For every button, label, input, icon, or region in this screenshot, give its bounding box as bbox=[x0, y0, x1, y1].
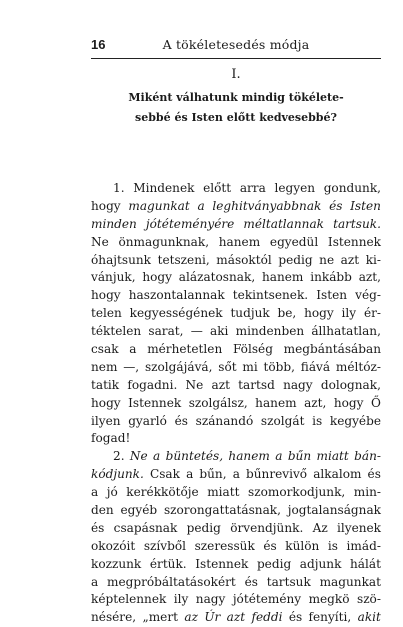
text-word: a bbox=[91, 574, 99, 589]
text-word: tatik bbox=[91, 377, 120, 392]
text-word: megkö bbox=[308, 592, 350, 607]
text-word: kerékkötője bbox=[126, 485, 199, 500]
text-word: azt bbox=[211, 377, 230, 392]
text-line bbox=[91, 609, 381, 627]
text-word: a bbox=[153, 449, 161, 464]
text-word: azt bbox=[226, 610, 246, 625]
text-word: a bbox=[91, 485, 99, 500]
text-line bbox=[91, 574, 381, 592]
text-word: szolgát bbox=[260, 413, 305, 428]
text-word: tekintsenek. bbox=[232, 288, 309, 303]
text-word: — bbox=[190, 324, 203, 339]
text-word: és bbox=[329, 198, 343, 213]
text-word: és bbox=[288, 610, 303, 625]
text-word: az bbox=[184, 610, 198, 625]
text-word: önmagunknak, bbox=[118, 234, 210, 249]
text-line bbox=[91, 484, 381, 502]
text-word: szeressük bbox=[194, 538, 255, 553]
text-word: tudjuk bbox=[230, 306, 270, 321]
text-line bbox=[91, 413, 381, 431]
text-word: szánandó bbox=[195, 413, 254, 428]
text-word: szomorkodjunk, bbox=[248, 485, 346, 500]
text-word: szö- bbox=[356, 592, 381, 607]
text-word: Az bbox=[312, 520, 328, 535]
text-word: és bbox=[367, 467, 381, 482]
text-word: magunkat bbox=[128, 198, 190, 213]
text-word: nem bbox=[91, 359, 118, 374]
text-word: „mert bbox=[142, 610, 178, 625]
text-word: tartsuk bbox=[266, 574, 311, 589]
text-word: kozzunk bbox=[91, 556, 142, 571]
text-word: is bbox=[327, 538, 338, 553]
text-line bbox=[91, 269, 381, 287]
text-word: Ne bbox=[129, 449, 148, 464]
text-word: csapásnak bbox=[113, 520, 178, 535]
text-word: jótétemény bbox=[232, 592, 302, 607]
text-word: hogy bbox=[333, 395, 364, 410]
chapter-title-line: sebbé és Isten előtt kedvesebbé? bbox=[135, 111, 337, 124]
text-word: a bbox=[129, 342, 137, 357]
text-line bbox=[91, 591, 381, 609]
text-word: Mindenek bbox=[133, 181, 195, 195]
text-word: ilyenek bbox=[337, 520, 381, 535]
text-word: hálát bbox=[350, 556, 381, 571]
text-word: előtt bbox=[203, 181, 232, 195]
text-word: bűnrevivő bbox=[246, 467, 308, 482]
chapter-number: I. bbox=[231, 67, 241, 82]
text-word: Csak bbox=[149, 467, 180, 482]
body-text bbox=[91, 180, 381, 627]
text-word: nagy bbox=[283, 377, 313, 392]
text-word: pedig bbox=[256, 556, 292, 571]
text-word: 1. bbox=[113, 181, 125, 195]
text-word: leghitványabbnak bbox=[212, 198, 322, 213]
text-word: ne bbox=[319, 252, 335, 267]
text-word: több, bbox=[263, 359, 295, 374]
text-word: den bbox=[91, 503, 114, 518]
text-word: a bbox=[197, 198, 205, 213]
text-word: hanem bbox=[255, 395, 297, 410]
chapter-title bbox=[91, 88, 381, 128]
text-word: 2. bbox=[113, 449, 125, 464]
text-line bbox=[91, 359, 381, 377]
text-word: kegyébe bbox=[329, 413, 381, 428]
text-word: Istennek bbox=[128, 395, 182, 410]
text-line bbox=[91, 377, 381, 395]
text-word: inkább bbox=[310, 270, 352, 285]
text-word: óhajtsunk bbox=[91, 252, 152, 267]
text-word: min- bbox=[353, 485, 381, 500]
page-number: 16 bbox=[91, 37, 106, 52]
text-word: a bbox=[186, 467, 194, 482]
text-word: Ne bbox=[185, 377, 204, 392]
text-word: vánjuk, bbox=[91, 270, 136, 285]
text-word: akit bbox=[357, 610, 381, 625]
text-word: ki- bbox=[365, 252, 381, 267]
running-title: A tökéletesedés módja bbox=[162, 37, 310, 52]
running-head bbox=[91, 37, 381, 55]
text-word: mindenben bbox=[235, 324, 305, 339]
text-word: Ő bbox=[371, 395, 381, 410]
text-word: hogy bbox=[142, 270, 172, 285]
text-word: azt, bbox=[304, 395, 327, 410]
text-word: vég- bbox=[355, 288, 381, 303]
text-word: arra bbox=[239, 181, 266, 195]
text-word: megbántásában bbox=[283, 342, 381, 357]
text-word: hogy bbox=[91, 198, 121, 213]
text-word: legyen bbox=[274, 181, 316, 195]
text-word: kegyességének bbox=[129, 306, 223, 321]
text-word: fogadni. bbox=[127, 377, 178, 392]
text-word: téktelen bbox=[91, 324, 142, 339]
text-word: szolgájává, bbox=[144, 359, 213, 374]
text-word: adjunk bbox=[299, 556, 342, 571]
text-word: bűn, bbox=[199, 467, 227, 482]
text-word: pedig bbox=[186, 520, 221, 535]
text-word: hogy bbox=[91, 395, 121, 410]
text-word: értük. bbox=[149, 556, 187, 571]
text-word: okozóit bbox=[91, 538, 136, 553]
text-word: külön bbox=[285, 538, 320, 553]
text-line bbox=[91, 448, 381, 466]
text-line bbox=[91, 180, 381, 198]
text-word: hanem bbox=[261, 270, 304, 285]
text-line bbox=[91, 341, 381, 359]
text-word: szolgálsz, bbox=[188, 395, 248, 410]
text-line bbox=[91, 198, 381, 216]
text-word: jótéteményére bbox=[145, 216, 235, 231]
text-word: is bbox=[312, 413, 323, 428]
text-word: nésére, bbox=[91, 610, 137, 625]
text-line bbox=[91, 216, 381, 234]
text-line bbox=[91, 520, 381, 538]
text-word: fenyíti, bbox=[308, 610, 352, 625]
text-line bbox=[91, 395, 381, 413]
text-word: örvendjünk. bbox=[230, 520, 304, 535]
text-line bbox=[91, 556, 381, 574]
text-word: méltatlannak bbox=[243, 216, 324, 231]
text-word: feddi bbox=[251, 610, 283, 625]
text-word: minden bbox=[91, 216, 137, 231]
text-word: haszontalannak bbox=[128, 288, 225, 303]
text-line bbox=[91, 502, 381, 520]
text-word: szorongattatásnak, bbox=[163, 503, 281, 518]
text-word: sőt bbox=[218, 359, 237, 374]
text-word: a bbox=[275, 449, 283, 464]
text-word: és bbox=[244, 574, 258, 589]
text-word: állhatatlan, bbox=[311, 324, 381, 339]
text-word: azt bbox=[340, 252, 360, 267]
text-word: jogtalanságnak bbox=[287, 503, 381, 518]
text-word: alkalom bbox=[313, 467, 362, 482]
text-word: pedig bbox=[278, 252, 313, 267]
text-word: Isten bbox=[350, 198, 381, 213]
text-word: Ne bbox=[91, 234, 109, 249]
chapter-title-line: Miként válhatunk mindig tökélete- bbox=[128, 91, 344, 104]
text-word: dolognak, bbox=[320, 377, 381, 392]
header-rule bbox=[91, 58, 381, 59]
text-word: gyarló bbox=[128, 413, 167, 428]
text-word: —, bbox=[123, 359, 140, 374]
text-word: bán- bbox=[354, 449, 381, 464]
text-word: hanem bbox=[218, 234, 261, 249]
text-line bbox=[91, 466, 381, 484]
text-word: bűn bbox=[287, 449, 312, 464]
text-word: Fölség bbox=[232, 342, 273, 357]
text-word: sarat, bbox=[148, 324, 184, 339]
text-line bbox=[91, 323, 381, 341]
text-word: és bbox=[263, 538, 277, 553]
text-word: tartsd bbox=[238, 377, 275, 392]
text-word: miatt bbox=[316, 449, 349, 464]
text-word: ilyen bbox=[91, 413, 121, 428]
text-word: és bbox=[174, 413, 188, 428]
text-word: mi bbox=[242, 359, 258, 374]
text-word: egyéb bbox=[120, 503, 158, 518]
text-word: ily bbox=[173, 592, 189, 607]
text-word: hogy bbox=[91, 288, 121, 303]
text-word: méltóz- bbox=[335, 359, 381, 374]
text-word: Istennek bbox=[195, 556, 249, 571]
text-word: és bbox=[91, 520, 105, 535]
text-word: képtelennek bbox=[91, 592, 167, 607]
text-line bbox=[91, 538, 381, 556]
text-word: Úr bbox=[204, 610, 221, 625]
text-word: a bbox=[232, 467, 240, 482]
text-word: szívből bbox=[143, 538, 187, 553]
text-word: tartsuk. bbox=[333, 216, 381, 231]
text-word: megpróbáltatásokért bbox=[107, 574, 236, 589]
text-word: be, bbox=[277, 306, 297, 321]
text-word: alázatosnak, bbox=[178, 270, 256, 285]
text-word: másoktól bbox=[216, 252, 272, 267]
text-word: fogad! bbox=[91, 431, 131, 446]
text-word: büntetés, bbox=[165, 449, 224, 464]
text-line bbox=[91, 287, 381, 305]
text-word: hanem bbox=[228, 449, 270, 464]
text-word: ily bbox=[341, 306, 357, 321]
text-line bbox=[91, 234, 381, 252]
text-word: jó bbox=[106, 485, 118, 500]
text-word: aki bbox=[210, 324, 229, 339]
text-word: azt, bbox=[358, 270, 381, 285]
text-word: kódjunk. bbox=[91, 467, 144, 482]
text-line bbox=[91, 430, 381, 448]
text-word: mérhetetlen bbox=[147, 342, 223, 357]
text-word: magunkat bbox=[319, 574, 381, 589]
text-word: imád- bbox=[346, 538, 381, 553]
text-word: Istennek bbox=[327, 234, 381, 249]
text-word: nagy bbox=[195, 592, 226, 607]
text-word: ér- bbox=[363, 306, 381, 321]
text-word: csak bbox=[91, 342, 119, 357]
text-line bbox=[91, 305, 381, 323]
text-word: hogy bbox=[304, 306, 334, 321]
text-word: fiává bbox=[300, 359, 331, 374]
text-word: telen bbox=[91, 306, 122, 321]
text-word: gondunk, bbox=[323, 181, 381, 195]
text-word: egyedül bbox=[269, 234, 319, 249]
text-line bbox=[91, 252, 381, 270]
text-word: Isten bbox=[316, 288, 348, 303]
text-word: miatt bbox=[207, 485, 240, 500]
text-word: tetszeni, bbox=[157, 252, 210, 267]
